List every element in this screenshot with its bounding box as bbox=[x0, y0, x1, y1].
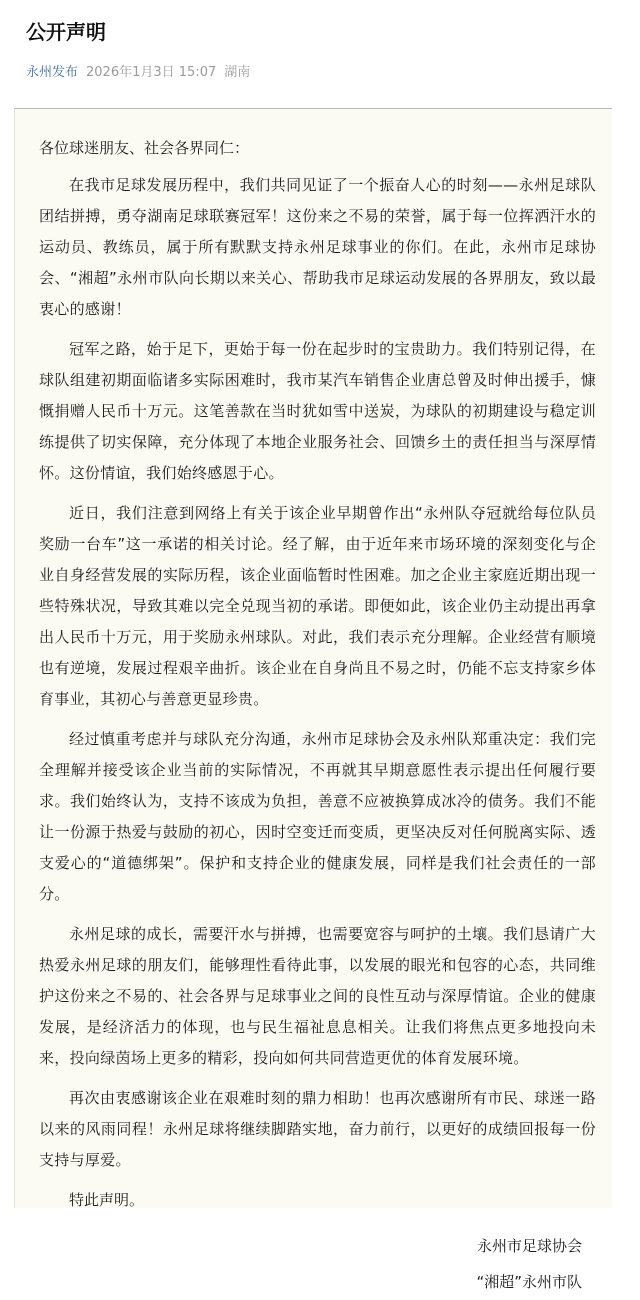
article-meta bbox=[26, 61, 614, 80]
paragraph-2: 冠军之路，始于足下，更始于每一份在起步时的宝贵助力。我们特别记得，在球队组建初期面临诸多实际困难时，我市某汽车销售企业唐总曾及时伸出援手，慷慨捐赠人民币十万元。这笔善款在当时犹如雪中送炭，为球队的初期建设与稳定训练提供了切实保障，充分体现了本地企业服务社会、回馈乡土的责任担当与深厚情怀。这份情谊，我们始终感恩于心。 bbox=[39, 340, 596, 482]
closing-line: 特此声明。 bbox=[69, 1191, 145, 1209]
publish-datetime: 2026年1月3日 15:07 bbox=[86, 65, 217, 80]
paragraph-5: 永州足球的成长，需要汗水与拼搏，也需要宽容与呵护的土壤。我们恳请广大热爱永州足球的朋友们，能够理性看待此事，以发展的眼光和包容的心态，共同维护这份来之不易的、社会各界与足球事业之间的良性互动与深厚情谊。企业的健康发展，是经济活力的体现，也与民生福祉息息相关。让我们将焦点更多地投向未来，投向绿茵场上更多的精彩，投向如何共同营造更优的体育发展环境。 bbox=[39, 925, 596, 1067]
article-header bbox=[0, 0, 640, 96]
paragraph-1: 在我市足球发展历程中，我们共同见证了一个振奋人心的时刻——永州足球队团结拼搏，勇夺湖南足球联赛冠军！这份来之不易的荣誉，属于每一位挥洒汗水的运动员、教练员，属于所有默默支持永州足球事业的你们。在此，永州市足球协会、“湘超”永州市队向长期以来关心、帮助我市足球运动发展的各界朋友，致以最衷心的感谢！ bbox=[39, 176, 596, 318]
paragraph-6: 再次由衷感谢该企业在艰难时刻的鼎力相助！也再次感谢所有市民、球迷一路以来的风雨同程！永州足球将继续脚踏实地，奋力前行，以更好的成绩回报每一份支持与厚爱。 bbox=[39, 1089, 596, 1169]
salutation: 各位球迷朋友、社会各界同仁： bbox=[39, 139, 250, 157]
paragraph-4: 经过慎重考虑并与球队充分沟通，永州市足球协会及永州队郑重决定：我们完全理解并接受该企业当前的实际情况，不再就其早期意愿性表示提出任何履行要求。我们始终认为，支持不该成为负担，善意不应被换算成冰冷的债务。我们不能让一份源于热爱与鼓励的初心，因时空变迁而变质，更坚决反对任何脱离实际、透支爱心的“道德绑架”。保护和支持企业的健康发展，同样是我们社会责任的一部分。 bbox=[39, 730, 596, 903]
source-link[interactable]: 永州发布 bbox=[26, 65, 79, 80]
paragraph-3: 近日，我们注意到网络上有关于该企业早期曾作出“永州队夺冠就给每位队员奖励一台车”这一承诺的相关讨论。经了解，由于近年来市场环境的深刻变化与企业自身经营发展的实际历程，该企业面临暂时性困难。加之企业主家庭近期出现一些特殊状况，导致其难以完全兑现当初的承诺。即便如此，该企业仍主动提出再拿出人民币十万元，用于奖励永州球队。对此，我们表示充分理解。企业经营有顺境也有逆境，发展过程艰辛曲折。该企业在自身尚且不易之时，仍能不忘支持家乡体育事业，其初心与善意更显珍贵。 bbox=[39, 504, 596, 708]
signature-association: 永州市足球协会 bbox=[476, 1237, 582, 1255]
page-title: 公开声明 bbox=[26, 20, 106, 44]
statement-document bbox=[14, 108, 612, 1291]
publish-location: 湖南 bbox=[224, 65, 251, 80]
signature-team: “湘超”永州市队 bbox=[476, 1273, 582, 1291]
